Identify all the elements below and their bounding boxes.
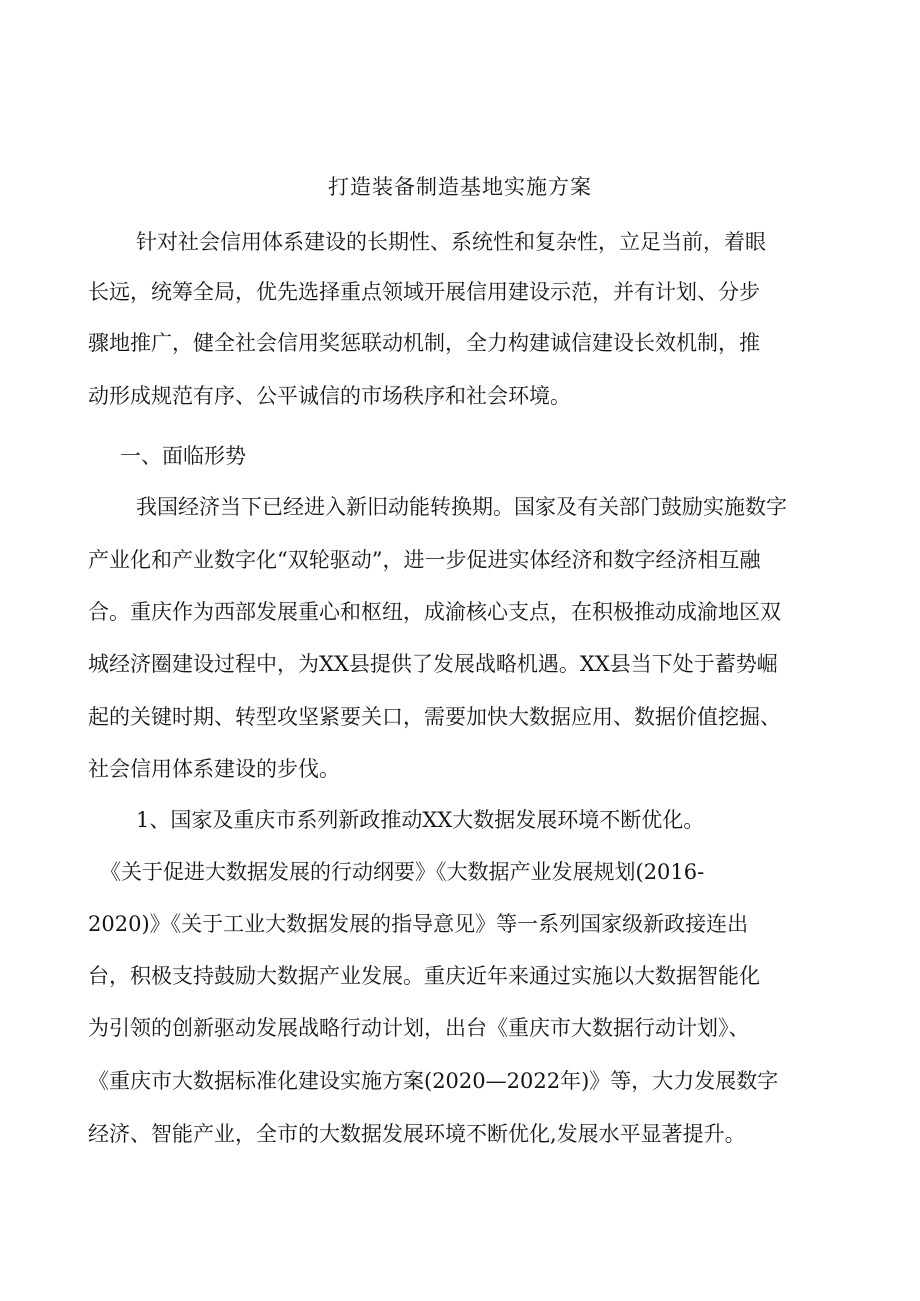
paragraph-line: 社会信用体系建设的步伐。 xyxy=(88,757,340,781)
paragraph-line: 动形成规范有序、公平诚信的市场秩序和社会环境。 xyxy=(88,384,571,408)
paragraph-line: 起的关键时期、转型攻坚紧要关口，需要加快大数据应用、数据价值挖掘、 xyxy=(88,705,781,729)
paragraph-line: 长远，统筹全局，优先选择重点领域开展信用建设示范，并有计划、分步 xyxy=(88,280,760,304)
document-title: 打造装备制造基地实施方案 xyxy=(328,175,592,199)
subsection-heading: 1、国家及重庆市系列新政推动XX大数据发展环境不断优化。 xyxy=(136,808,705,832)
section-heading: 一、面临形势 xyxy=(120,444,246,468)
paragraph-line: 《关于促进大数据发展的行动纲要》《大数据产业发展规划(2016- xyxy=(100,860,705,884)
paragraph-line: 产业化和产业数字化“双轮驱动”，进一步促进实体经济和数字经济相互融 xyxy=(88,548,761,572)
paragraph-line: 经济、智能产业，全市的大数据发展环境不断优化,发展水平显著提升。 xyxy=(88,1122,746,1146)
paragraph-line: 城经济圈建设过程中，为XX县提供了发展战略机遇。XX县当下处于蓄势崛 xyxy=(88,652,778,676)
paragraph-line: 《重庆市大数据标准化建设实施方案(2020—2022年)》等，大力发展数字 xyxy=(88,1069,779,1093)
paragraph-line: 台，积极支持鼓励大数据产业发展。重庆近年来通过实施以大数据智能化 xyxy=(88,964,760,988)
paragraph-line: 2020)》《关于工业大数据发展的指导意见》等一系列国家级新政接连出 xyxy=(88,912,749,936)
paragraph-line: 我国经济当下已经进入新旧动能转换期。国家及有关部门鼓励实施数字 xyxy=(136,495,787,519)
paragraph-line: 骤地推广，健全社会信用奖惩联动机制，全力构建诚信建设长效机制，推 xyxy=(88,331,760,355)
paragraph-line: 针对社会信用体系建设的长期性、系统性和复杂性，立足当前，着眼 xyxy=(136,230,766,254)
paragraph-line: 为引领的创新驱动发展战略行动计划，出台《重庆市大数据行动计划》、 xyxy=(88,1016,750,1040)
paragraph-line: 合。重庆作为西部发展重心和枢纽，成渝核心支点，在积极推动成渝地区双 xyxy=(88,600,781,624)
